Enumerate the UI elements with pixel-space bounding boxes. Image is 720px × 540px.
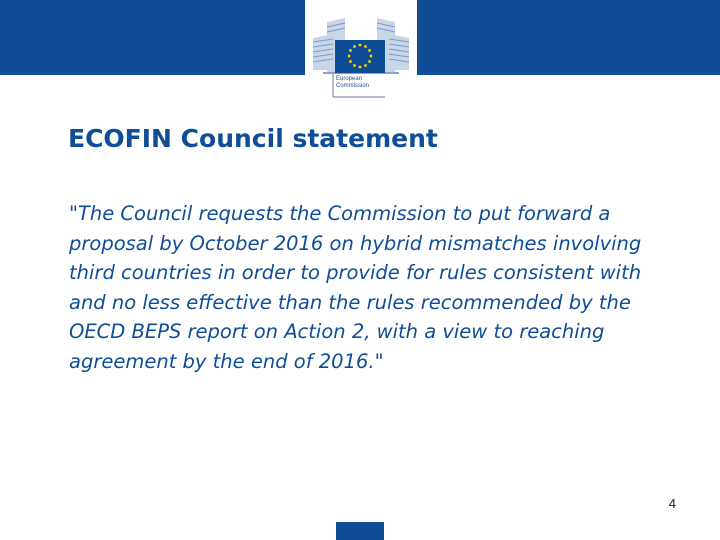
logo-line-1: European (336, 76, 363, 82)
logo-wordmark (336, 76, 369, 90)
page-number: 4 (668, 496, 676, 511)
european-commission-logo (305, 0, 417, 103)
slide-title: ECOFIN Council statement (68, 124, 438, 153)
footer-tab (336, 522, 384, 540)
logo-line-2: Commission (336, 83, 370, 89)
council-quote: "The Council requests the Commission to put forward a proposal by October 2016 on hybrid mismatches involving third countries in order to provide for rules consistent with and no less effective than the rules recommended by the OECD BEPS report on Action 2, with a view to reaching agreement by the end of 2016." (69, 202, 642, 373)
